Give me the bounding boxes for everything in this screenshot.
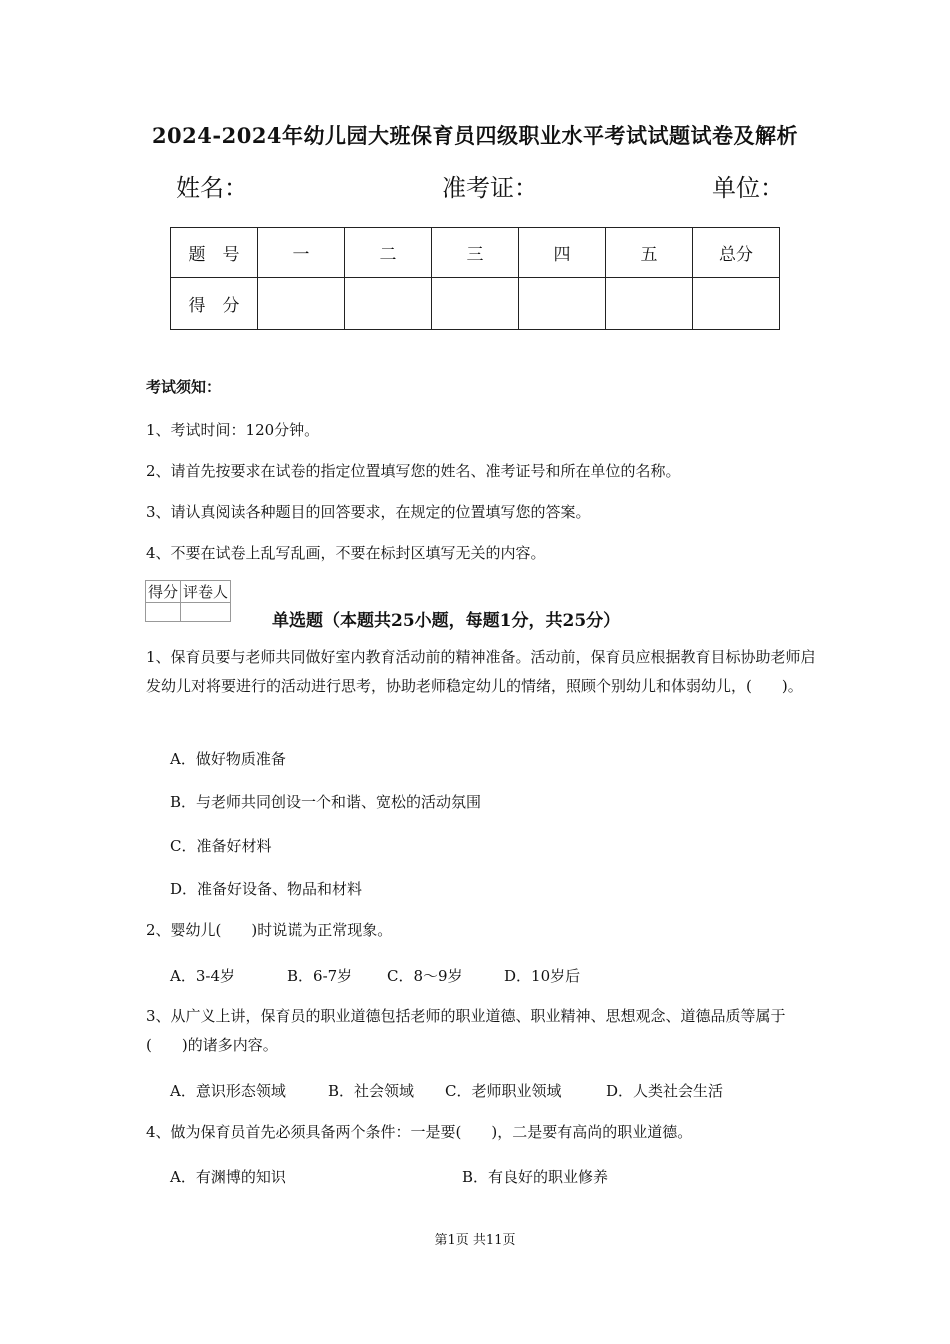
score-cell[interactable] [345,278,432,330]
score-header-cell: 总分 [693,228,780,278]
score-cell[interactable] [693,278,780,330]
question-4-text: 4、做为保育员首先必须具备两个条件：一是要( )，二是要有高尚的职业道德。 [146,1123,693,1141]
question-3-option-d: D．人类社会生活 [606,1082,724,1100]
question-2-option-d: D．10岁后 [504,967,581,985]
grader-score-label: 得分 [146,581,181,603]
question-3-option-b: B．社会领域 [328,1082,415,1100]
score-header-cell: 题 号 [171,228,258,278]
notice-item: 4、不要在试卷上乱写乱画，不要在标封区填写无关的内容。 [146,544,546,562]
question-1-option-a: A．做好物质准备 [170,750,286,768]
score-header-cell: 四 [519,228,606,278]
ticket-field-label: 准考证： [442,174,538,202]
question-4-option-b: B．有良好的职业修养 [462,1168,609,1186]
name-field-label: 姓名： [176,174,248,202]
score-table-header-row [171,228,780,278]
question-2-option-a: A．3-4岁 [170,967,235,985]
grader-score-cell[interactable] [146,603,181,622]
question-3-text: 3、从广义上讲，保育员的职业道德包括老师的职业道德、职业精神、思想观念、道德品质等属于( )的诸多内容。 [146,1007,786,1054]
score-header-cell: 三 [432,228,519,278]
grader-name-cell[interactable] [181,603,231,622]
notice-heading: 考试须知： [146,378,222,396]
question-1-option-d: D．准备好设备、物品和材料 [170,880,363,898]
score-row-label: 得 分 [171,278,258,330]
question-2-option-b: B．6-7岁 [287,967,353,985]
section-title: 单选题（本题共25小题，每题1分，共25分） [272,611,621,631]
notice-item: 3、请认真阅读各种题目的回答要求，在规定的位置填写您的答案。 [146,503,591,521]
score-cell[interactable] [432,278,519,330]
question-1-text: 1、保育员要与老师共同做好室内教育活动前的精神准备。活动前，保育员应根据教育目标协助老师启发幼儿对将要进行的活动进行思考，协助老师稳定幼儿的情绪，照顾个别幼儿和体弱幼儿，( )。 [146,648,816,695]
notice-item: 1、考试时间：120分钟。 [146,421,320,439]
document-title: 2024-2024年幼儿园大班保育员四级职业水平考试试题试卷及解析 [151,123,799,148]
score-cell[interactable] [258,278,345,330]
score-header-cell: 一 [258,228,345,278]
question-2-text: 2、婴幼儿( )时说谎为正常现象。 [146,921,393,939]
score-cell[interactable] [606,278,693,330]
question-3-option-c: C．老师职业领域 [445,1082,562,1100]
score-table [170,227,780,330]
grader-box-header [146,581,231,603]
question-3-option-a: A．意识形态领域 [170,1082,286,1100]
grader-box [145,580,231,622]
grader-box-blank [146,603,231,622]
page-footer: 第1页 共11页 [434,1233,516,1248]
notice-item: 2、请首先按要求在试卷的指定位置填写您的姓名、准考证号和所在单位的名称。 [146,462,681,480]
score-header-cell: 五 [606,228,693,278]
score-table-score-row [171,278,780,330]
unit-field-label: 单位： [712,174,784,202]
question-1-option-b: B．与老师共同创设一个和谐、宽松的活动氛围 [170,793,482,811]
grader-name-label: 评卷人 [181,581,231,603]
question-1-option-c: C．准备好材料 [170,837,272,855]
score-cell[interactable] [519,278,606,330]
question-2-option-c: C．8～9岁 [387,967,463,985]
question-4-option-a: A．有渊博的知识 [170,1168,286,1186]
score-header-cell: 二 [345,228,432,278]
